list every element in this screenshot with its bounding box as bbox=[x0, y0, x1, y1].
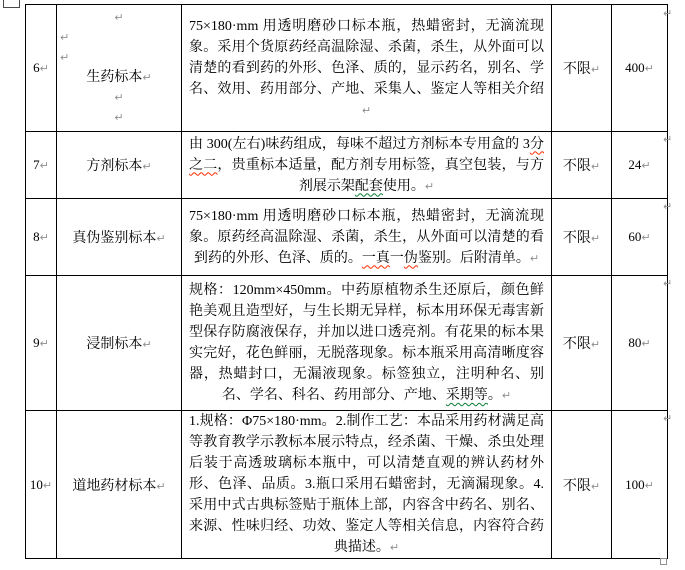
table-resize-handle[interactable] bbox=[660, 558, 667, 565]
description-segment: 。 bbox=[487, 388, 502, 403]
pilcrow-mark: ↵ bbox=[590, 232, 601, 245]
pilcrow-mark: ↵ bbox=[39, 231, 49, 244]
pilcrow-mark: ↵ bbox=[142, 338, 152, 351]
description-segment: ，贵重标本适量，配方剂专用标签，真空包装，与方剂展示架 bbox=[217, 157, 545, 194]
pilcrow-mark: ↵ bbox=[590, 63, 601, 76]
pilcrow-mark: ↵ bbox=[590, 338, 601, 351]
description-text bbox=[182, 206, 551, 269]
name-cell-line bbox=[57, 68, 181, 88]
description-text bbox=[182, 280, 551, 406]
specimen-name-cell[interactable] bbox=[57, 276, 182, 411]
description-cell[interactable] bbox=[182, 199, 552, 276]
specimen-name: 真伪鉴别标本 bbox=[72, 231, 157, 246]
spellcheck-flagged-text: 一真 bbox=[361, 250, 390, 266]
pilcrow-mark: ↵ bbox=[641, 231, 651, 244]
description-segment: 75×180·mm 用透明磨砂口标本瓶，热蜡密封，无滴流现象。原药经高温除湿、杀菌，杀生，从外面可以清楚的看到药的外形、色泽、质的。 bbox=[189, 208, 544, 266]
pilcrow-mark: ↵ bbox=[644, 478, 654, 492]
table-row bbox=[26, 132, 668, 199]
end-of-row-mark: ↵ bbox=[663, 200, 673, 213]
quantity-cell[interactable] bbox=[612, 5, 668, 132]
spellcheck-flagged-text: 采期等 bbox=[445, 388, 488, 403]
row-number-cell[interactable] bbox=[26, 199, 57, 276]
row-number-cell[interactable] bbox=[26, 411, 57, 559]
quantity-cell[interactable] bbox=[612, 199, 668, 276]
quantity-value: 100 bbox=[625, 476, 645, 492]
pilcrow-mark: ↵ bbox=[60, 51, 70, 64]
row-number-cell[interactable] bbox=[26, 132, 57, 199]
quantity-cell[interactable] bbox=[612, 411, 668, 559]
quantity-value: 400 bbox=[625, 60, 645, 75]
quantity-cell[interactable] bbox=[612, 132, 668, 199]
description-segment: 规格：120mm×450mm。中药原植物杀生还原后，颜色鲜艳美观且造型好，与生长期无异样，标本用环保无毒害新型保存防腐液保存，并加以进口透亮剂。有花果的标本果实完好，花色鲜丽，无脱落现象。标本瓶采用高清晰度容器，热蜡封口，无漏液现象。标签独立，注明种名、别名、学名、科名、药用部分、产地、 bbox=[189, 283, 544, 403]
specimen-name-cell[interactable] bbox=[57, 411, 182, 559]
row-number-cell[interactable] bbox=[26, 5, 57, 132]
description-segment: 鉴别。后附清单。 bbox=[417, 250, 530, 266]
quantity-value: 80 bbox=[628, 335, 642, 350]
limit-value: 不限 bbox=[562, 159, 591, 174]
pilcrow-mark: ↵ bbox=[114, 91, 124, 104]
row-number: 10 bbox=[29, 476, 43, 492]
description-cell[interactable] bbox=[182, 276, 552, 411]
row-number: 7 bbox=[33, 157, 40, 172]
description-cell[interactable] bbox=[182, 411, 552, 559]
pilcrow-mark: ↵ bbox=[142, 160, 152, 173]
pilcrow-mark: ↵ bbox=[389, 541, 400, 554]
end-of-row-mark: ↵ bbox=[663, 7, 673, 20]
description-segment: 使用。 bbox=[382, 178, 425, 194]
limit-cell[interactable] bbox=[552, 5, 612, 132]
specimen-name: 方剂标本 bbox=[86, 159, 143, 174]
end-of-row-mark: ↵ bbox=[663, 412, 673, 425]
pilcrow-mark: ↵ bbox=[114, 111, 124, 124]
description-text bbox=[182, 134, 551, 197]
pilcrow-mark: ↵ bbox=[361, 103, 372, 117]
quantity-value: 60 bbox=[628, 229, 642, 244]
name-cell-line bbox=[57, 8, 181, 28]
pilcrow-mark: ↵ bbox=[590, 479, 601, 493]
description-cell[interactable] bbox=[182, 5, 552, 132]
pilcrow-mark: ↵ bbox=[641, 159, 651, 172]
table-row bbox=[26, 5, 668, 132]
pilcrow-mark: ↵ bbox=[156, 479, 166, 493]
pilcrow-mark: ↵ bbox=[156, 232, 166, 245]
specimen-table bbox=[25, 4, 668, 559]
name-cell-line bbox=[57, 108, 181, 128]
pilcrow-mark: ↵ bbox=[39, 159, 49, 172]
pilcrow-mark: ↵ bbox=[142, 71, 152, 84]
specimen-name: 道地药材标本 bbox=[72, 478, 157, 494]
specimen-table-body bbox=[26, 5, 668, 559]
limit-cell[interactable] bbox=[552, 276, 612, 411]
pilcrow-mark: ↵ bbox=[529, 251, 540, 265]
pilcrow-mark: ↵ bbox=[641, 337, 651, 350]
row-number-cell[interactable] bbox=[26, 276, 57, 411]
row-number: 6 bbox=[33, 60, 40, 75]
specimen-name-cell[interactable] bbox=[57, 199, 182, 276]
limit-cell[interactable] bbox=[552, 411, 612, 559]
pilcrow-mark: ↵ bbox=[39, 62, 49, 75]
spellcheck-flagged-text: 分之二 bbox=[189, 136, 545, 173]
spellcheck-flagged-text: 伪 bbox=[403, 250, 418, 266]
limit-value: 不限 bbox=[562, 231, 591, 246]
quantity-cell[interactable] bbox=[612, 276, 668, 411]
specimen-name-cell[interactable] bbox=[57, 132, 182, 199]
limit-cell[interactable] bbox=[552, 132, 612, 199]
table-row bbox=[26, 276, 668, 411]
description-text bbox=[182, 16, 551, 121]
specimen-name-cell[interactable] bbox=[57, 5, 182, 132]
name-cell-line bbox=[57, 28, 181, 48]
description-segment: 75×180·mm 用透明磨砂口标本瓶，热蜡密封，无滴流现象。采用个货原药经高温除湿、杀菌，杀生，从外面可以清楚的看到药的外形、色泽、质的，显示药名，别名、学名、效用、药用部分、产地、采集人、鉴定人等相关介绍 bbox=[189, 18, 544, 97]
pilcrow-mark: ↵ bbox=[424, 179, 435, 193]
pilcrow-mark: ↵ bbox=[114, 11, 124, 24]
description-segment: 一 bbox=[389, 250, 404, 266]
description-segment: 由 300(左右)味药组成，每味不超过方剂标本专用盒的 3 bbox=[189, 136, 530, 152]
row-number: 8 bbox=[33, 229, 40, 244]
pilcrow-mark: ↵ bbox=[42, 478, 53, 492]
limit-cell[interactable] bbox=[552, 199, 612, 276]
table-row bbox=[26, 199, 668, 276]
description-segment: 1.规格：Φ75×180·mm。2.制作工艺：本品采用药材满足高等教育教学示教标本展示特点，经杀菌、干燥、杀虫处理后装于高透玻璃标本瓶中，可以清楚直观的辨认药材外形、色泽、品质。3.瓶口采用石蜡密封，无滴漏现象。4.采用中式古典标签贴于瓶体上部，内容含中药名、别名、来源、性味归经、功效、鉴定人等相关信息，内容符合药典描述。 bbox=[189, 414, 544, 555]
end-of-row-mark: ↵ bbox=[663, 277, 673, 290]
pilcrow-mark: ↵ bbox=[644, 62, 654, 75]
limit-value: 不限 bbox=[562, 62, 591, 77]
description-text bbox=[182, 411, 551, 558]
row-number: 9 bbox=[33, 335, 40, 350]
table-row bbox=[26, 411, 668, 559]
pilcrow-mark: ↵ bbox=[501, 389, 512, 402]
limit-value: 不限 bbox=[562, 337, 591, 352]
limit-value: 不限 bbox=[562, 478, 591, 494]
pilcrow-mark: ↵ bbox=[590, 160, 601, 173]
end-of-row-mark: ↵ bbox=[663, 133, 673, 146]
name-cell-line bbox=[57, 48, 181, 68]
specimen-name: 生药标本 bbox=[86, 70, 143, 85]
pilcrow-mark: ↵ bbox=[39, 337, 49, 350]
name-cell-line bbox=[57, 88, 181, 108]
spellcheck-flagged-text: 配套 bbox=[354, 178, 383, 194]
specimen-name: 浸制标本 bbox=[86, 337, 143, 352]
pilcrow-mark: ↵ bbox=[60, 31, 70, 44]
quantity-value: 24 bbox=[628, 157, 642, 172]
table-fragment-above bbox=[3, 0, 20, 8]
description-cell[interactable] bbox=[182, 132, 552, 199]
